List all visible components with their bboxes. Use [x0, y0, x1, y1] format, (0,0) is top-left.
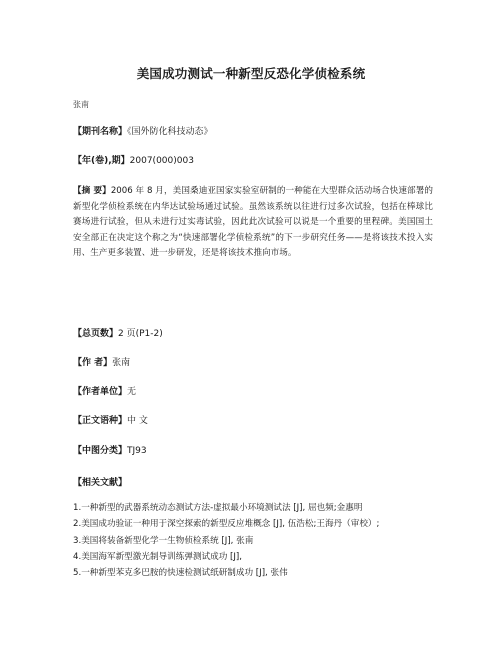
author-label: 【作 者】	[73, 358, 113, 368]
affiliation-label: 【作者单位】	[73, 387, 128, 397]
journal-label: 【期刊名称】	[73, 127, 128, 137]
affiliation-value: 无	[127, 387, 137, 397]
author-field	[73, 357, 130, 369]
author-name: 张南	[73, 100, 89, 109]
year-field	[73, 155, 194, 167]
language-field	[73, 415, 148, 427]
pages-field	[73, 328, 163, 340]
related-item[interactable]: 5.一种新型苯克多巴胺的快速检测试纸研制成功 [J], 张伟	[73, 568, 288, 579]
related-item[interactable]: 3.美国将装备新型化学一生物侦检系统 [J], 张南	[73, 535, 254, 546]
classification-value: TJ93	[127, 446, 147, 456]
pages-label: 【总页数】	[73, 329, 119, 339]
journal-field	[73, 126, 213, 138]
journal-value: 《国外防化科技动态》	[127, 127, 213, 137]
abstract-text: 2006 年 8 月，美国桑迪亚国家实验室研制的一种能在大型群众活动场合快速部署的新型化学侦检系统在内华达试验场通过试验。虽然该系统以往进行过多次试验，包括在棒球比赛场进行试验，但从未进行过实毒试验，因此此次试验可以说是一个重要的里程碑。美国国土安全部正在决定这个称之为“快速部署化学侦检系统”的下一步研究任务——是将该技术投入实用、生产更多装置、进一步研发，还是将该技术推向市场。	[73, 186, 433, 259]
affiliation-field	[73, 386, 136, 398]
language-value: 中 文	[127, 416, 148, 426]
related-heading: 【相关文献】	[73, 478, 128, 488]
year-label: 【年(卷),期】	[73, 156, 130, 166]
abstract-label: 【摘 要】	[73, 186, 111, 196]
year-value: 2007(000)003	[129, 156, 194, 166]
language-label: 【正文语种】	[73, 416, 128, 426]
classification-label: 【中图分类】	[73, 446, 128, 456]
abstract-field	[73, 184, 433, 262]
author-value: 张南	[112, 358, 131, 368]
related-list	[73, 500, 443, 581]
related-item[interactable]: 1.一种新型的武器系统动态测试方法-虚拟最小环境测试法 [J], 屈也频;金惠明	[73, 503, 363, 513]
related-item[interactable]: 4.美国海军新型激光制导训练弹测试成功 [J],	[73, 551, 242, 562]
classification-field	[73, 445, 147, 457]
related-item[interactable]: 2.美国成功验证一种用于深空探索的新型反应堆概念 [J], 伍浩松;王海丹（审校）;	[73, 519, 380, 530]
document-title: 美国成功测试一种新型反恐化学侦检系统	[136, 66, 366, 81]
pages-value: 2 页(P1-2)	[118, 329, 163, 339]
